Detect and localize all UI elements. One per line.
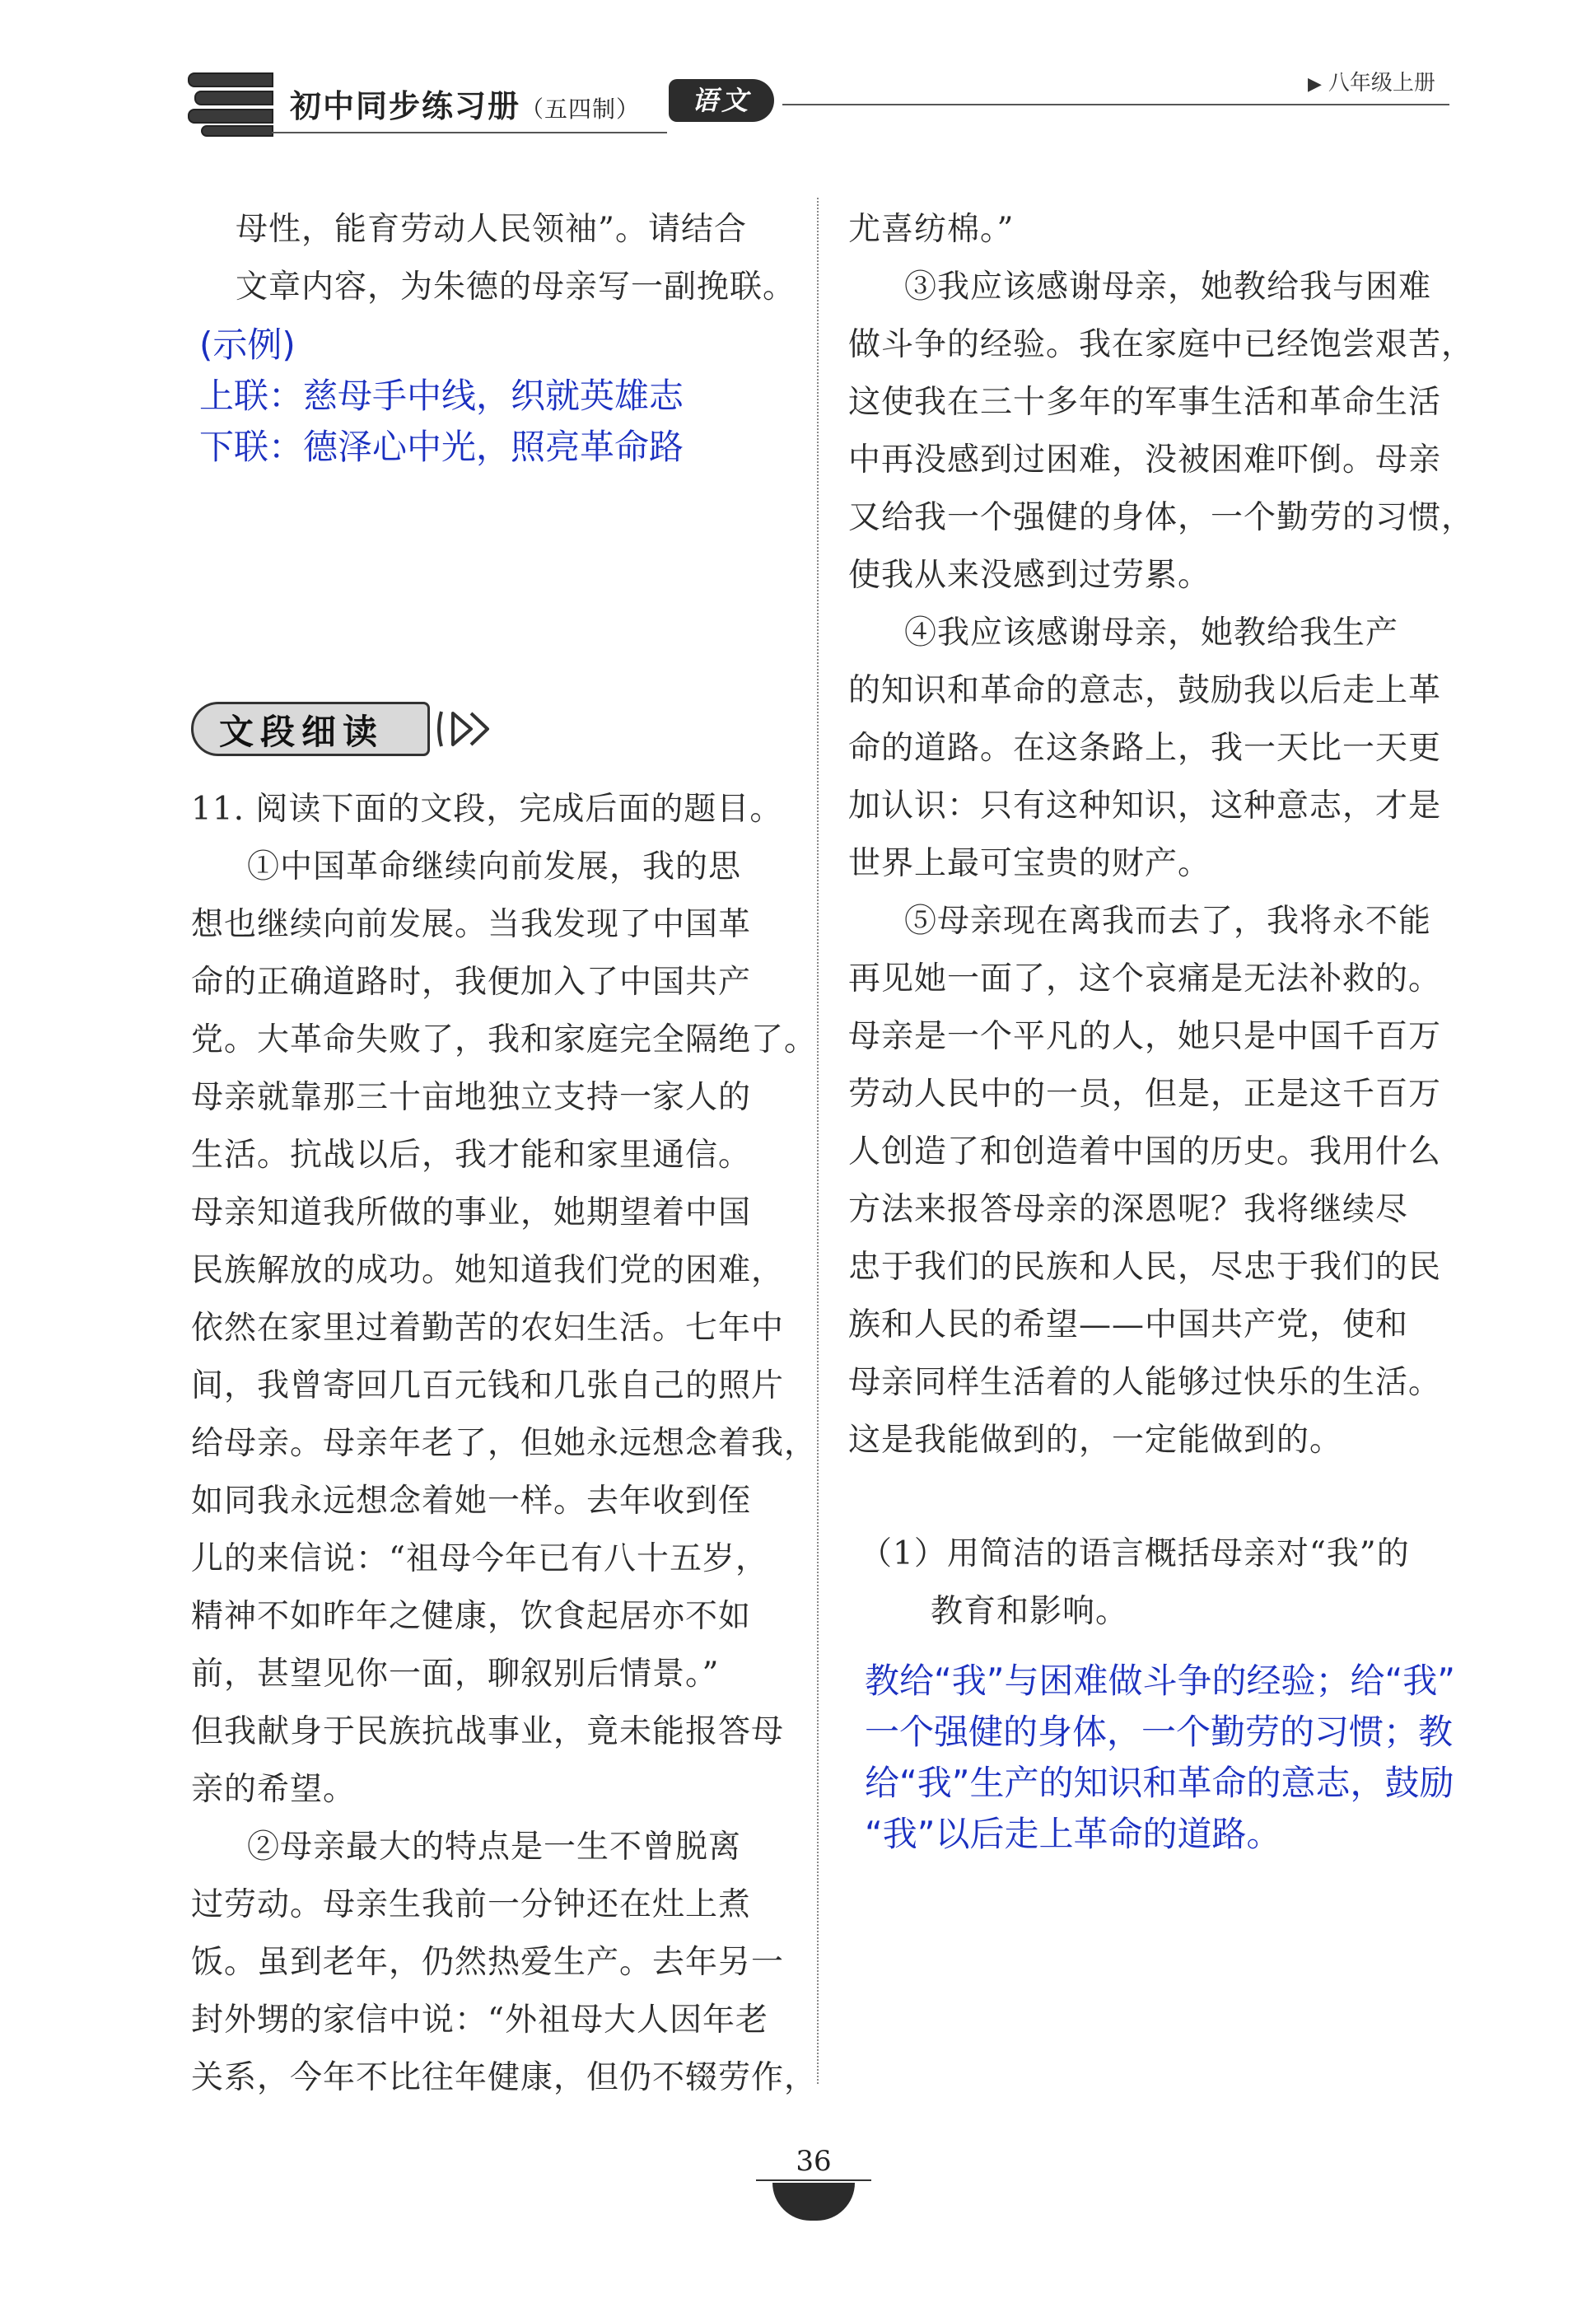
passage-line: 依然在家里过着勤苦的农妇生活。七年中 (191, 1310, 785, 1347)
passage-line: 亲的希望。 (191, 1771, 357, 1808)
passage-line: 但我献身于民族抗战事业，竟未能报答母 (191, 1713, 785, 1750)
passage-line: 生活。抗战以后，我才能和家里通信。 (191, 1137, 752, 1174)
passage-line: 的知识和革命的意志，鼓励我以后走上革 (848, 672, 1442, 709)
sub-question: （1）用简洁的语言概括母亲对“我”的 (860, 1535, 1410, 1572)
passage-line: 母亲知道我所做的事业，她期望着中国 (191, 1194, 752, 1231)
page-number: 36 (796, 2145, 832, 2178)
passage-line: 母亲就靠那三十亩地独立支持一家人的 (191, 1079, 752, 1116)
section-banner (191, 697, 488, 763)
passage-line: 精神不如昨年之健康，饮食起居亦不如 (191, 1598, 752, 1635)
passage-line: ④我应该感谢母亲，她教给我生产 (904, 614, 1399, 652)
answer-line: 给“我”生产的知识和革命的意志，鼓励 (865, 1763, 1454, 1803)
books-logo-icon (188, 72, 278, 137)
couplet-lower: 下联：德泽心中光，照亮革命路 (199, 427, 684, 467)
header-divider (782, 104, 1449, 105)
passage-line: 人创造了和创造着中国的历史。我用什么 (848, 1133, 1442, 1170)
passage-line: 族和人民的希望——中国共产党，使和 (848, 1306, 1409, 1343)
passage-line: 命的道路。在这条路上，我一天比一天更 (848, 730, 1442, 767)
passage-line: 党。大革命失败了，我和家庭完全隔绝了。 (191, 1021, 818, 1058)
header-underline (272, 132, 667, 133)
page-number-block (756, 2140, 871, 2239)
grade-label: ▶ 八年级上册 (1308, 71, 1435, 96)
section-title: 文段细读 (219, 712, 385, 752)
passage-line: 方法来报答母亲的深恩呢？我将继续尽 (848, 1191, 1409, 1228)
book-subtitle: （五四制） (520, 96, 641, 123)
triangle-right-icon: ▶ (1308, 74, 1322, 95)
passage-line: 饭。虽到老年，仍然热爱生产。去年另一 (191, 1944, 785, 1981)
passage-line: 做斗争的经验。我在家庭中已经饱尝艰苦， (848, 326, 1475, 363)
passage-line: 间，我曾寄回几百元钱和几张自己的照片 (191, 1367, 785, 1404)
answer-line: “我”以后走上革命的道路。 (865, 1814, 1281, 1854)
passage-line: 过劳动。母亲生我前一分钟还在灶上煮 (191, 1886, 752, 1923)
passage-line: 忠于我们的民族和人民，尽忠于我们的民 (848, 1249, 1442, 1286)
answer-line: 一个强健的身体，一个勤劳的习惯；教 (865, 1712, 1454, 1752)
passage-line: ①中国革命继续向前发展，我的思 (247, 848, 742, 885)
passage-line: 这使我在三十多年的军事生活和革命生活 (848, 384, 1442, 421)
passage-line: 劳动人民中的一员，但是，正是这千百万 (848, 1076, 1442, 1113)
passage-line: ⑤母亲现在离我而去了，我将永不能 (904, 903, 1432, 940)
passage-line: ③我应该感谢母亲，她教给我与困难 (904, 269, 1432, 306)
passage-line: 母亲是一个平凡的人，她只是中国千百万 (848, 1018, 1442, 1055)
intro-line: 文章内容，为朱德的母亲写一副挽联。 (236, 269, 796, 306)
answer-label: (示例) (199, 325, 296, 365)
passage-line: 尤喜纺棉。” (848, 211, 1015, 248)
passage-line: 前，甚望见你一面，聊叙别后情景。” (191, 1656, 720, 1693)
passage-line: 儿的来信说：“祖母今年已有八十五岁， (191, 1540, 768, 1577)
passage-line: 加认识：只有这种知识，这种意志，才是 (848, 787, 1442, 825)
passage-line: 民族解放的成功。她知道我们党的困难， (191, 1252, 785, 1289)
book-title: 初中同步练习册（五四制） (290, 87, 641, 124)
passage-line: 使我从来没感到过劳累。 (848, 557, 1211, 594)
subject-badge: 语文 (669, 79, 774, 122)
page-number-rule (756, 2179, 871, 2181)
page-header (0, 0, 1596, 165)
passage-line: ②母亲最大的特点是一生不曾脱离 (247, 1829, 742, 1866)
passage-line: 再见她一面了，这个哀痛是无法补救的。 (848, 960, 1442, 997)
double-arrow-right-icon (435, 702, 492, 756)
sub-question: 教育和影响。 (931, 1593, 1129, 1630)
intro-line: 母性，能育劳动人民领袖”。请结合 (236, 211, 747, 248)
question-text: 11. 阅读下面的文段，完成后面的题目。 (191, 791, 783, 828)
passage-line: 关系，今年不比往年健康，但仍不辍劳作， (191, 2059, 818, 2096)
graduation-cap-icon (772, 2183, 855, 2221)
passage-line: 给母亲。母亲年老了，但她永远想念着我， (191, 1425, 818, 1462)
couplet-upper: 上联：慈母手中线，织就英雄志 (199, 376, 684, 416)
passage-line: 又给我一个强健的身体，一个勤劳的习惯， (848, 499, 1475, 536)
column-divider (817, 198, 819, 2084)
passage-line: 封外甥的家信中说：“外祖母大人因年老 (191, 2002, 768, 2039)
passage-line: 想也继续向前发展。当我发现了中国革 (191, 906, 752, 943)
passage-line: 世界上最可宝贵的财产。 (848, 845, 1211, 882)
answer-line: 教给“我”与困难做斗争的经验；给“我” (865, 1661, 1456, 1701)
passage-line: 如同我永远想念着她一样。去年收到侄 (191, 1483, 752, 1520)
passage-line: 中再没感到过困难，没被困难吓倒。母亲 (848, 441, 1442, 479)
passage-line: 母亲同样生活着的人能够过快乐的生活。 (848, 1364, 1442, 1401)
passage-line: 这是我能做到的，一定能做到的。 (848, 1422, 1343, 1459)
passage-line: 命的正确道路时，我便加入了中国共产 (191, 964, 752, 1001)
